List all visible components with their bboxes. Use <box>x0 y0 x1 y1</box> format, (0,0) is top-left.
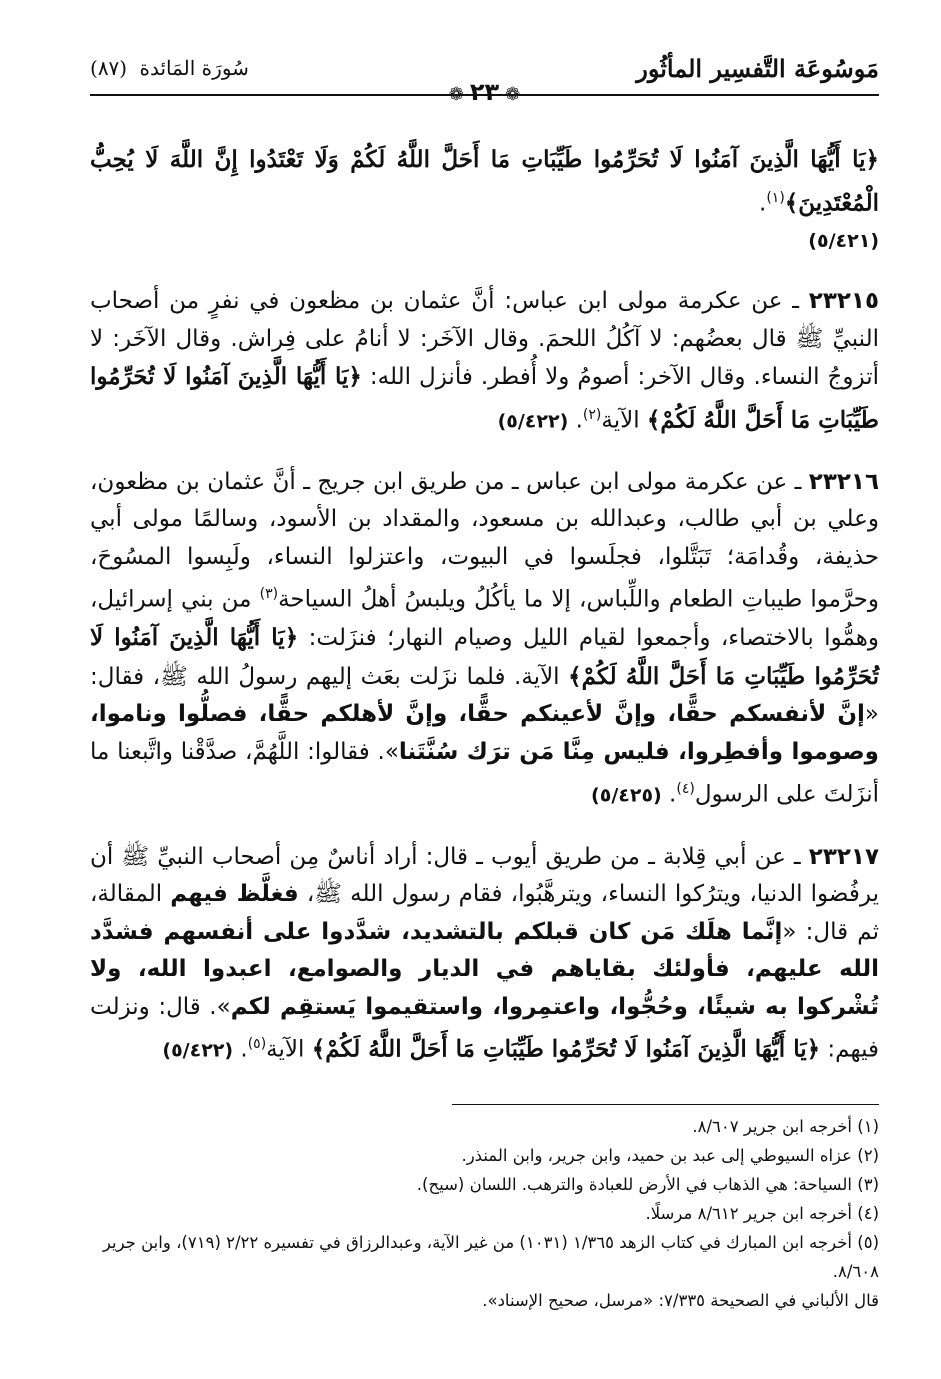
surah-name: سُورَة المَائدة <box>139 56 249 80</box>
hadith-text: إنَّ لأنفسكم حقًّا، وإنَّ لأعينكم حقًّا، وإنَّ لأهلكم حقًّا، فصلُّوا وناموا، وصوموا وأفطِروا، فليس مِنَّا مَن ترَك سُنَّتَنا <box>90 701 879 765</box>
main-text <box>90 118 879 1085</box>
narration-text: الآية <box>266 1036 312 1063</box>
footnote-5: (٥) أخرجه ابن المبارك في كتاب الزهد ١/٣٦٥ (١٠٣١) من غير الآية، وعبدالرزاق في تفسيره ٢/٢٢ (٧١٩)، وابن جرير ٨/٦٠٨. <box>102 1233 879 1281</box>
quran-verse: ﴿يَا أَيُّهَا الَّذِينَ آمَنُوا لَا تُحَرِّمُوا طَيِّبَاتِ مَا أَحَلَّ اللَّهُ لَكُمْ وَلَا تَعْتَدُوا إِنَّ اللَّهَ لَا يُحِبُّ الْمُعْتَدِينَ﴾ <box>90 146 879 217</box>
narration-number: ٢٣٢١٧ <box>808 843 879 870</box>
narration-text: من بني إسرائيل، وهمُّوا بالاختصاء، وأجمعوا لقيام الليل وصيام النهار؛ فنزَلت: <box>90 586 879 652</box>
hadith-text: فغلَّظ فيهم <box>170 881 299 908</box>
narration-text: ـ عن عكرمة مولى ابن عباس: أنَّ عثمان بن مظعون في نفرٍ من أصحاب النبيِّ ﷺ قال بعضُهم: لا آكُلُ اللحمَ. وقال الآخَر: لا أنامُ على فِراش. وقال الآخَر: لا أتزوجُ النساء. وقال الآخر: أصومُ ولا أُفطر. فأنزل الله: <box>90 288 879 391</box>
footnote-2: (٢) عزاه السيوطي إلى عبد بن حميد، وابن جرير، وابن المنذر. <box>461 1146 879 1165</box>
ornament-right-icon: ❁ <box>505 84 521 105</box>
narration-23215 <box>90 283 879 441</box>
narration-number: ٢٣٢١٥ <box>808 288 879 315</box>
text: . <box>233 1036 248 1063</box>
volume-page-ref: (٥/٤٢٥) <box>591 785 662 808</box>
footnote-1: (١) أخرجه ابن جرير ٨/٦٠٧. <box>692 1117 879 1136</box>
running-header <box>90 50 879 106</box>
narration-23217 <box>90 839 879 1071</box>
narration-text: ـ عن أبي قِلابة ـ من طريق أيوب ـ قال: أراد أناسٌ مِن أصحاب النبيِّ ﷺ أن يرفُضوا الدنيا، ويترُكوا النساء، ويترهَّبُوا، فقام رسول الله ﷺ، <box>90 843 879 908</box>
narration-number: ٢٣٢١٦ <box>808 468 879 495</box>
verse-block <box>90 141 879 260</box>
volume-page-ref: (٥/٤٢٢) <box>162 1039 234 1062</box>
page-number-line <box>90 78 879 106</box>
quran-quote: ﴿يَا أَيُّهَا الَّذِينَ آمَنُوا لَا تُحَرِّمُوا طَيِّبَاتِ مَا أَحَلَّ اللَّهُ لَكُمْ﴾ <box>90 624 879 690</box>
ornament-left-icon: ❁ <box>448 84 464 105</box>
surah-verse: (٨٧) <box>90 56 128 80</box>
footnote-4: (٤) أخرجه ابن جرير ٨/٦١٢ مرسلًا. <box>645 1204 879 1223</box>
footnote-5-note: قال الألباني في الصحيحة ٧/٣٣٥: «مرسل، صحيح الإسناد». <box>482 1291 879 1310</box>
volume-page-ref: (٥/٤٢١) <box>808 229 879 252</box>
text: . <box>568 407 583 434</box>
narration-text: ». فقالوا: اللَّهُمَّ، صدَّقْنا واتَّبعنا ما أنزَلتَ على الرسول <box>90 738 879 809</box>
quran-quote: ﴿يَا أَيُّهَا الَّذِينَ آمَنُوا لَا تُحَرِّمُوا طَيِّبَاتِ مَا أَحَلَّ اللَّهُ لَكُمْ﴾ <box>90 363 879 434</box>
volume-page-ref: (٥/٤٢٢) <box>497 410 569 433</box>
narration-23216 <box>90 464 879 816</box>
narration-text: ـ عن عكرمة مولى ابن عباس ـ من طريق ابن جريج ـ أنَّ عثمان بن مظعون، وعلي بن أبي طالب، وعبدالله بن مسعود، والمقداد بن الأسود، وسالمًا مولى أبي حذيفة، وقُدامَة؛ تَبَتَّلوا، فجلَسوا في البيوت، واعتزلوا النساء، ولَبِسوا المسُوحَ، وحرَّموا طيباتِ الطعام واللِّباس، إلا ما يأكُلُ ويلبسُ أهلُ السياحة <box>90 468 879 613</box>
text: . <box>759 190 767 217</box>
narration-text: ». قال: ونزلت فيهم: <box>90 993 879 1063</box>
narration-text: الآية <box>601 407 647 434</box>
footnote-marker: (٥) <box>247 1036 267 1053</box>
surah-label <box>90 56 249 80</box>
footnote-rule <box>452 1104 879 1105</box>
text: . <box>661 782 677 809</box>
footnote-marker: (١) <box>766 189 785 206</box>
footnote-marker: (٤) <box>676 781 695 798</box>
quran-quote: ﴿يَا أَيُّهَا الَّذِينَ آمَنُوا لَا تُحَرِّمُوا طَيِّبَاتِ مَا أَحَلَّ اللَّهُ لَكُمْ﴾ <box>311 1035 821 1063</box>
footnotes <box>90 1112 879 1315</box>
footnote-3: (٣) السياحة: هي الذهاب في الأرض للعبادة والترهب. اللسان (سيح). <box>416 1175 879 1194</box>
book-title: مَوسُوعَة التَّفسِير المأثُور <box>636 54 879 83</box>
hadith-text: إنَّما هلَك مَن كان قبلكم بالتشديد، شدَّدوا على أنفسهم فشدَّد الله عليهم، فأولئك بقاياهم في الديار والصوامع، اعبدوا الله، ولا تُشْركوا به شيئًا، وحُجُّوا، واعتمِروا، واستقيموا يَستقِم لكم <box>90 918 879 1020</box>
footnote-marker: (٣) <box>259 586 279 603</box>
narration-text: الآية. فلما نزَلت بعَث إليهم رسولُ الله ﷺ، فقال: « <box>90 663 879 728</box>
page-number: ٢٣ <box>469 78 500 106</box>
footnote-marker: (٢) <box>582 406 602 423</box>
header-rule <box>90 94 879 96</box>
narration-text: المقالة، ثم قال: « <box>90 881 879 945</box>
